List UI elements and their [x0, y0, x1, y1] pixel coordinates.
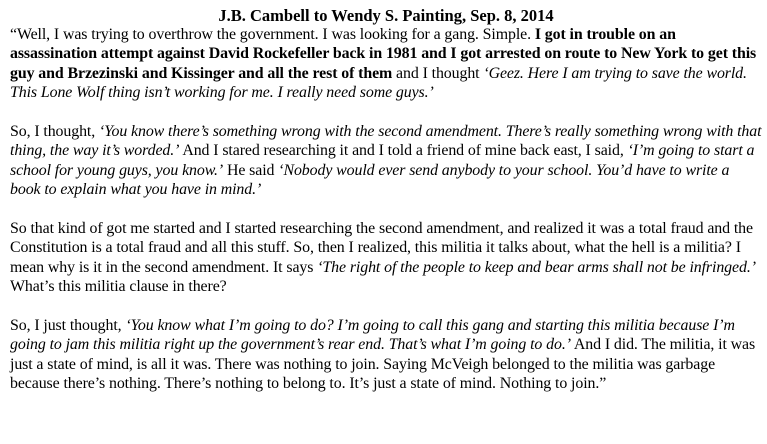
- paragraph-2-segment: He said: [223, 161, 279, 179]
- paragraph-3-segment: So that kind of got me started and I started researching the second amendment, and realized it was a total fraud and the Constitution is a total fraud and all this stuff. So, then I realized, this militia it talks about, what the hell is a militia? I mean why is it in the second amendment. It says: [10, 220, 753, 276]
- paragraph-4-italic-quote: ‘You know what I’m going to do? I’m going to call this gang and starting this militia because I’m going to jam this militia right up the government’s rear end. That’s what I’m going to do.’: [10, 317, 735, 354]
- paragraph-2-italic-quote: ‘Nobody would ever send anybody to your school. You’d have to write a book to explain what you have in mind.’: [10, 161, 730, 199]
- paragraph-1: [10, 25, 762, 103]
- paragraph-1-segment: and I thought: [392, 64, 484, 82]
- document-title: J.B. Cambell to Wendy S. Painting, Sep. 8, 2014: [218, 6, 554, 25]
- paragraph-2-segment: So, I thought,: [10, 123, 99, 141]
- paragraph-4-segment: So, I just thought,: [10, 317, 126, 335]
- paragraph-3-segment: What’s this militia clause in there?: [10, 278, 227, 296]
- document-page: [10, 6, 762, 394]
- paragraph-1-bold-segment: I got in trouble on an assassination attempt against David Rockefeller back in 1981 and I got arrested on route to New York to get this guy and Brzezinski and Kissinger and all the rest of them: [10, 26, 757, 82]
- paragraph-1-italic-quote: ‘Geez. Here I am trying to save the world. This Lone Wolf thing isn’t working for me. I really need some guys.’: [10, 64, 747, 102]
- paragraph-3-italic-quote: ‘The right of the people to keep and bear arms shall not be infringed.’: [317, 258, 756, 276]
- paragraph-2-segment: And I stared researching it and I told a friend of mine back east, I said,: [179, 142, 628, 160]
- paragraph-4-segment: And I did. The militia, it was just a state of mind, is all it was. There was nothing to join. Saying McVeigh belonged to the militia was garbage because there’s nothing. There’s nothing to belong to. It’s just a state of mind. Nothing to join.”: [10, 336, 756, 393]
- paragraph-2: [10, 122, 762, 200]
- paragraph-4: [10, 316, 762, 394]
- paragraph-2-italic-quote: ‘You know there’s something wrong with the second amendment. There’s really something wrong with that thing, the way it’s worded.’: [10, 123, 762, 160]
- paragraph-3: [10, 219, 762, 297]
- paragraph-2-italic-quote: ‘I’m going to start a school for young guys, you know.’: [10, 142, 755, 179]
- paragraph-1-segment: “Well, I was trying to overthrow the government. I was looking for a gang. Simple.: [10, 26, 535, 43]
